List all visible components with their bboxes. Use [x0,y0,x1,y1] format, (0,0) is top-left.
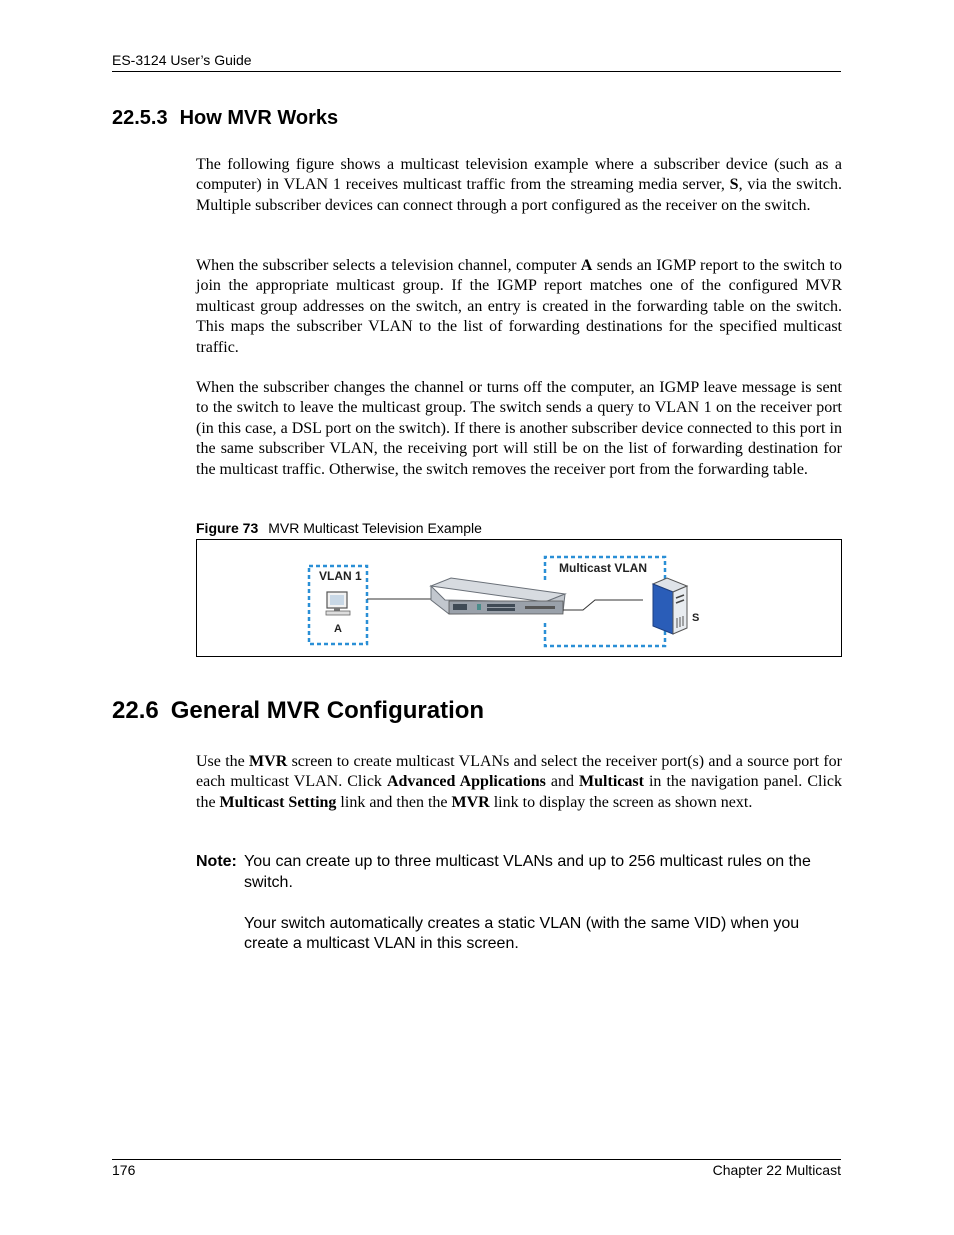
figure-frame [196,539,842,657]
vlan1-label: VLAN 1 [319,569,362,583]
section-title: How MVR Works [179,107,339,129]
bold-term: A [580,257,593,274]
footer-rule [112,1159,841,1160]
multicast-vlan-label: Multicast VLAN [559,561,648,575]
paragraph: The following figure shows a multicast television example where a subscriber device (such as a computer) in VLAN 1 receives multicast traffic from the streaming media server, S, via the switch. Multiple subscriber devices can connect through a port configured as the receiver on the switch. [196,156,842,214]
note-paragraph: You can create up to three multicast VLANs and up to 256 multicast rules on the switch. [244,853,811,891]
section-title: General MVR Configuration [170,697,485,724]
figure-caption [196,520,482,536]
note-body [244,852,842,955]
switch-icon [431,578,565,614]
server-label: S [692,612,700,624]
section-number: 22.6 [112,697,159,724]
chapter-label: Chapter 22 Multicast [712,1162,841,1178]
server-icon [653,578,687,634]
bold-term: Multicast Setting [219,793,337,811]
note-label: Note: [196,853,237,870]
page-number: 176 [112,1162,136,1178]
section-heading-22-5-3 [112,107,338,130]
paragraph: When the subscriber selects a television channel, computer A sends an IGMP report to the switch to join the appropriate multicast group. If the IGMP report matches one of the configured MVR multicast group addresses on the switch, an entry is created in the forwarding table on the switch. This maps the subscriber VLAN to the list of forwarding destinations for the specified multicast traffic. [196,257,842,356]
figure-caption-text: MVR Multicast Television Example [268,520,482,536]
bold-term: MVR [249,753,288,770]
header-rule [112,71,841,72]
running-header: ES-3124 User’s Guide [112,52,252,68]
paragraph: When the subscriber changes the channel or turns off the computer, an IGMP leave message is sent to the switch to leave the multicast group. The switch sends a query to VLAN 1 on the receiver port (in this case, a DSL port on the switch). If there is another subscriber device connected to this port in the same subscriber VLAN, the receiving port will still be on the list of forwarding destination for the multicast traffic. Otherwise, the switch removes the receiver port from the forwarding table. [196,379,842,478]
link-switch-server [563,600,643,610]
mvr-diagram [197,540,841,656]
computer-icon [326,592,350,615]
section-heading-22-6 [112,697,484,725]
bold-term: MVR [451,793,490,811]
figure-label: Figure 73 [196,520,259,536]
note-paragraph: Your switch automatically creates a static VLAN (with the same VID) when you create a multicast VLAN in this screen. [244,914,800,953]
bold-term: S [729,176,739,194]
bold-term: Advanced Applications [386,773,546,791]
paragraph: Use the MVR screen to create multicast VLANs and select the receiver port(s) and a source port for each multicast VLAN. Click Advanced Applications and Multicast in the navigation panel. Click the Multicast Setting link and then the MVR link to display the screen as shown next. [196,753,843,811]
computer-label: A [334,623,342,635]
bold-term: Multicast [579,773,644,791]
section-number: 22.5.3 [112,107,168,129]
